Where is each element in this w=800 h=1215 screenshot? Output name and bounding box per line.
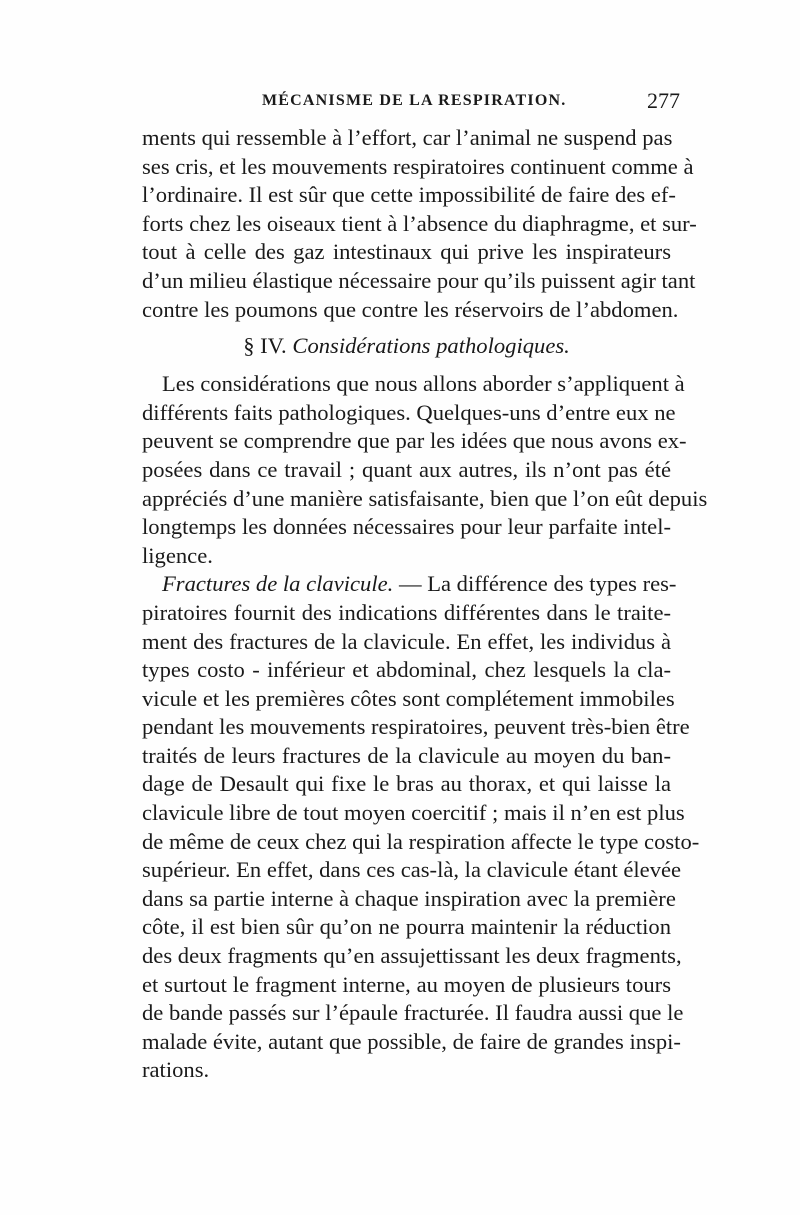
section-title: Considérations pathologiques.: [292, 333, 570, 359]
text-line: traités de leurs fractures de la clavicule au moyen du ban-: [142, 742, 671, 768]
running-head: MÉCANISME DE LA RESPIRATION.: [262, 92, 567, 109]
text-line: ligence.: [142, 542, 213, 568]
text-line: ses cris, et les mouvements respiratoires continuent comme à: [142, 153, 694, 179]
paragraph-continuation: [142, 124, 697, 324]
text-line: [142, 570, 677, 599]
text-line: de bande passés sur l’épaule fracturée. Il faudra aussi que le: [142, 1000, 684, 1026]
text-line: longtemps les données nécessaires pour leur parfaite intel-: [142, 514, 671, 540]
section-number: § IV.: [243, 333, 287, 359]
text-line: d’un milieu élastique nécessaire pour qu’ils puissent agir tant: [142, 267, 696, 293]
text-line: dage de Desault qui fixe le bras au thorax, et qui laisse la: [142, 771, 671, 797]
text-line: forts chez les oiseaux tient à l’absence du diaphragme, et sur-: [142, 210, 697, 236]
text-line: posées dans ce travail ; quant aux autres, ils n’ont pas été: [142, 456, 671, 482]
text-line: rations.: [142, 1057, 210, 1083]
text-line: l’ordinaire. Il est sûr que cette impossibilité de faire des ef-: [142, 182, 676, 208]
paragraph-lead-text: — La différence des types res-: [393, 571, 677, 597]
text-line: ments qui ressemble à l’effort, car l’animal ne suspend pas: [142, 125, 673, 150]
text-line: de même de ceux chez qui la respiration affecte le type costo-: [142, 828, 700, 854]
text-line: peuvent se comprendre que par les idées que nous avons ex-: [142, 428, 687, 454]
page-header: [262, 88, 680, 118]
text-line: des deux fragments qu’en assujettissant les deux fragments,: [142, 943, 682, 969]
paragraph-introduction: [142, 370, 708, 570]
text-line: clavicule libre de tout moyen coercitif ; mais il n’en est plus: [142, 800, 685, 826]
text-line: piratoires fournit des indications différentes dans le traite-: [142, 599, 671, 625]
body-text: [142, 124, 708, 1085]
text-line: types costo - inférieur et abdominal, chez lesquels la cla-: [142, 657, 671, 683]
page-number: 277: [647, 88, 680, 113]
text-line: vicule et les premières côtes sont complétement immobiles: [142, 685, 675, 711]
text-line: malade évite, autant que possible, de faire de grandes inspi-: [142, 1028, 681, 1054]
paragraph-fractures: [142, 570, 700, 1085]
paragraph-lead-title: Fractures de la clavicule.: [162, 571, 394, 597]
text-line: ment des fractures de la clavicule. En effet, les individus à: [142, 628, 671, 654]
text-line: Les considérations que nous allons aborder s’appliquent à: [162, 371, 685, 397]
text-line: appréciés d’une manière satisfaisante, bien que l’on eût depuis: [142, 485, 708, 511]
text-line: dans sa partie interne à chaque inspiration avec la première: [142, 885, 676, 911]
text-line: tout à celle des gaz intestinaux qui prive les inspirateurs: [142, 239, 671, 265]
text-line: contre les poumons que contre les réservoirs de l’abdomen.: [142, 296, 679, 322]
text-line: pendant les mouvements respiratoires, peuvent très-bien être: [142, 714, 690, 740]
text-line: supérieur. En effet, dans ces cas-là, la clavicule étant élevée: [142, 857, 682, 883]
text-line: côte, il est bien sûr qu’on ne pourra maintenir la réduction: [142, 914, 671, 940]
text-line: différents faits pathologiques. Quelques-uns d’entre eux ne: [142, 399, 676, 425]
text-line: et surtout le fragment interne, au moyen de plusieurs tours: [142, 971, 671, 997]
section-heading: [142, 324, 671, 370]
